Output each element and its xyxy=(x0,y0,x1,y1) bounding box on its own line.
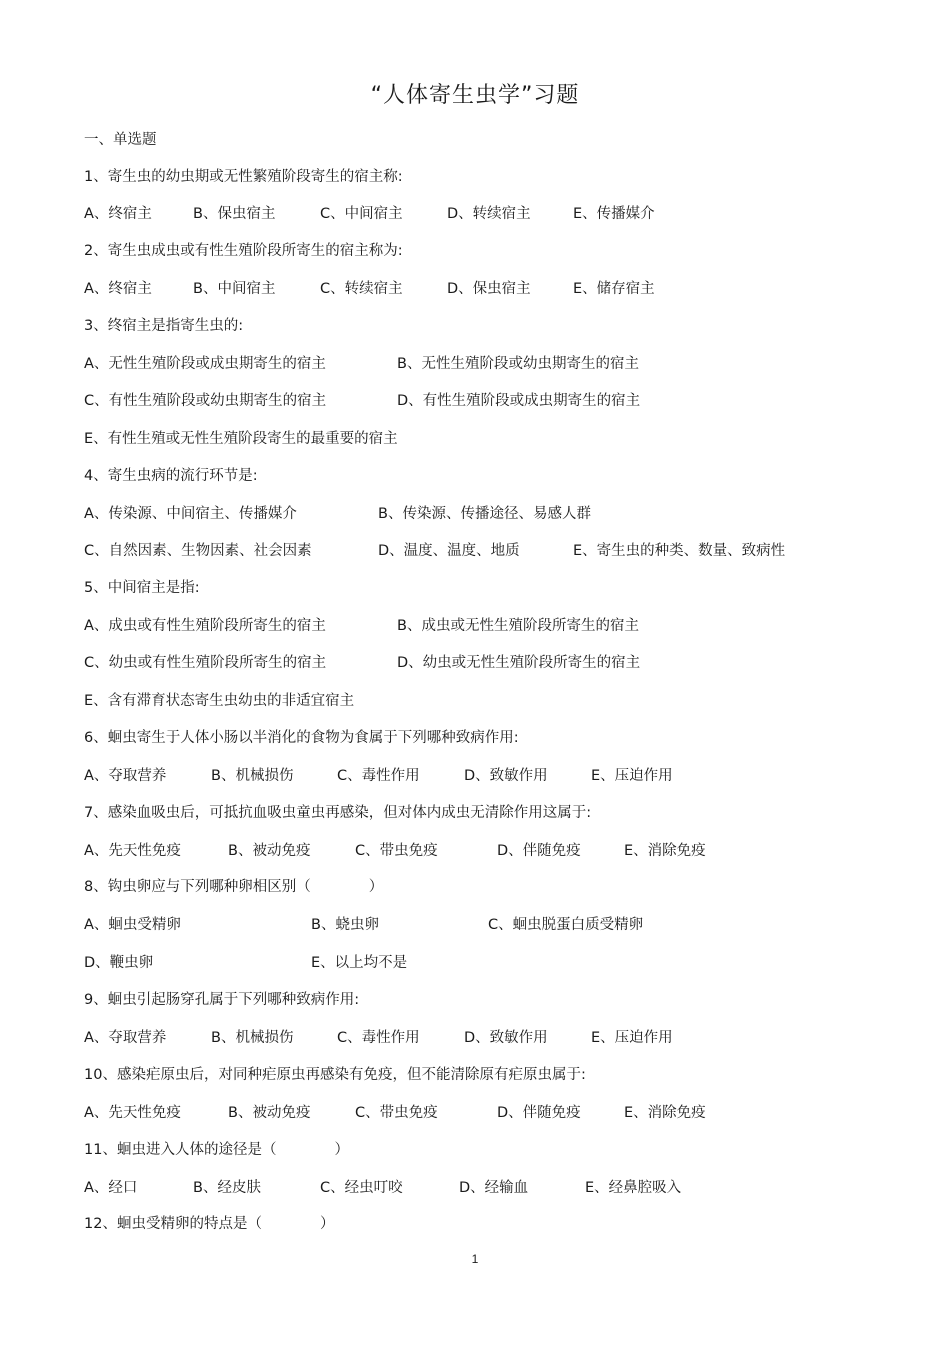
question-8: 8、钩虫卵应与下列哪种卵相区别（ ） xyxy=(84,879,384,895)
option-e: E、有性生殖或无性生殖阶段寄生的最重要的宿主 xyxy=(84,431,398,447)
option-d: D、致敏作用 xyxy=(464,768,548,784)
option-d: D、鞭虫卵 xyxy=(84,955,154,971)
question-4: 4、寄生虫病的流行环节是: xyxy=(84,468,258,484)
option-b: B、被动免疫 xyxy=(228,843,311,859)
option-d: D、有性生殖阶段或成虫期寄生的宿主 xyxy=(397,393,641,409)
option-d: D、致敏作用 xyxy=(464,1030,548,1046)
option-a: A、蛔虫受精卵 xyxy=(84,917,181,933)
option-e: E、消除免疫 xyxy=(624,843,706,859)
option-a: A、终宿主 xyxy=(84,206,152,222)
question-9: 9、蛔虫引起肠穿孔属于下列哪种致病作用: xyxy=(84,992,360,1008)
option-c: C、蛔虫脱蛋白质受精卵 xyxy=(488,917,644,933)
option-c: C、自然因素、生物因素、社会因素 xyxy=(84,543,312,559)
options-row xyxy=(84,652,884,674)
option-c: C、转续宿主 xyxy=(320,281,403,297)
options-row xyxy=(84,428,884,450)
options-row xyxy=(84,353,884,375)
options-row xyxy=(84,1102,884,1124)
option-a: A、无性生殖阶段或成虫期寄生的宿主 xyxy=(84,356,326,372)
options-row xyxy=(84,390,884,412)
options-row xyxy=(84,952,884,974)
option-b: B、无性生殖阶段或幼虫期寄生的宿主 xyxy=(397,356,639,372)
option-d: D、幼虫或无性生殖阶段所寄生的宿主 xyxy=(397,655,641,671)
options-row xyxy=(84,765,884,787)
section-heading: 一、单选题 xyxy=(84,132,157,148)
option-a: A、先天性免疫 xyxy=(84,843,181,859)
options-row xyxy=(84,1027,884,1049)
options-row xyxy=(84,503,884,525)
question-3: 3、终宿主是指寄生虫的: xyxy=(84,318,244,334)
option-a: A、经口 xyxy=(84,1180,138,1196)
option-a: A、终宿主 xyxy=(84,281,152,297)
option-a: A、传染源、中间宿主、传播媒介 xyxy=(84,506,297,522)
option-e: E、寄生虫的种类、数量、致病性 xyxy=(573,543,786,559)
option-d: D、伴随免疫 xyxy=(497,843,581,859)
option-d: D、保虫宿主 xyxy=(447,281,531,297)
option-b: B、传染源、传播途径、易感人群 xyxy=(378,506,591,522)
question-5: 5、中间宿主是指: xyxy=(84,580,200,596)
question-6: 6、蛔虫寄生于人体小肠以半消化的食物为食属于下列哪种致病作用: xyxy=(84,730,519,746)
option-e: E、以上均不是 xyxy=(311,955,408,971)
option-d: D、经输血 xyxy=(459,1180,529,1196)
option-b: B、保虫宿主 xyxy=(193,206,276,222)
option-a: A、先天性免疫 xyxy=(84,1105,181,1121)
option-c: C、带虫免疫 xyxy=(355,1105,438,1121)
question-7: 7、感染血吸虫后，可抵抗血吸虫童虫再感染，但对体内成虫无清除作用这属于: xyxy=(84,805,592,821)
page-number: 1 xyxy=(471,1252,479,1266)
question-12: 12、蛔虫受精卵的特点是（ ） xyxy=(84,1216,335,1232)
option-d: D、转续宿主 xyxy=(447,206,531,222)
option-d: D、温度、温度、地质 xyxy=(378,543,520,559)
options-row xyxy=(84,540,884,562)
question-11: 11、蛔虫进入人体的途径是（ ） xyxy=(84,1142,349,1158)
option-b: B、机械损伤 xyxy=(211,768,294,784)
option-e: E、经鼻腔吸入 xyxy=(585,1180,682,1196)
option-c: C、有性生殖阶段或幼虫期寄生的宿主 xyxy=(84,393,327,409)
options-row xyxy=(84,615,884,637)
options-row xyxy=(84,203,884,225)
options-row xyxy=(84,914,884,936)
option-b: B、机械损伤 xyxy=(211,1030,294,1046)
option-b: B、成虫或无性生殖阶段所寄生的宿主 xyxy=(397,618,639,634)
option-b: B、中间宿主 xyxy=(193,281,276,297)
option-c: C、经虫叮咬 xyxy=(320,1180,403,1196)
page-title: “人体寄生虫学”习题 xyxy=(370,83,580,108)
options-row xyxy=(84,278,884,300)
question-1: 1、寄生虫的幼虫期或无性繁殖阶段寄生的宿主称: xyxy=(84,169,403,185)
options-row xyxy=(84,840,884,862)
options-row xyxy=(84,1177,884,1199)
question-2: 2、寄生虫成虫或有性生殖阶段所寄生的宿主称为: xyxy=(84,243,403,259)
question-10: 10、感染疟原虫后，对同种疟原虫再感染有免疫，但不能清除原有疟原虫属于: xyxy=(84,1067,586,1083)
option-e: E、储存宿主 xyxy=(573,281,655,297)
option-e: E、传播媒介 xyxy=(573,206,655,222)
option-b: B、经皮肤 xyxy=(193,1180,261,1196)
option-e: E、含有滞育状态寄生虫幼虫的非适宜宿主 xyxy=(84,693,355,709)
option-c: C、幼虫或有性生殖阶段所寄生的宿主 xyxy=(84,655,327,671)
option-b: B、蛲虫卵 xyxy=(311,917,379,933)
option-c: C、毒性作用 xyxy=(337,1030,420,1046)
option-e: E、压迫作用 xyxy=(591,768,673,784)
option-d: D、伴随免疫 xyxy=(497,1105,581,1121)
option-a: A、夺取营养 xyxy=(84,768,167,784)
options-row xyxy=(84,690,884,712)
option-c: C、带虫免疫 xyxy=(355,843,438,859)
option-b: B、被动免疫 xyxy=(228,1105,311,1121)
option-c: C、中间宿主 xyxy=(320,206,403,222)
option-a: A、夺取营养 xyxy=(84,1030,167,1046)
option-e: E、消除免疫 xyxy=(624,1105,706,1121)
option-a: A、成虫或有性生殖阶段所寄生的宿主 xyxy=(84,618,326,634)
option-c: C、毒性作用 xyxy=(337,768,420,784)
option-e: E、压迫作用 xyxy=(591,1030,673,1046)
